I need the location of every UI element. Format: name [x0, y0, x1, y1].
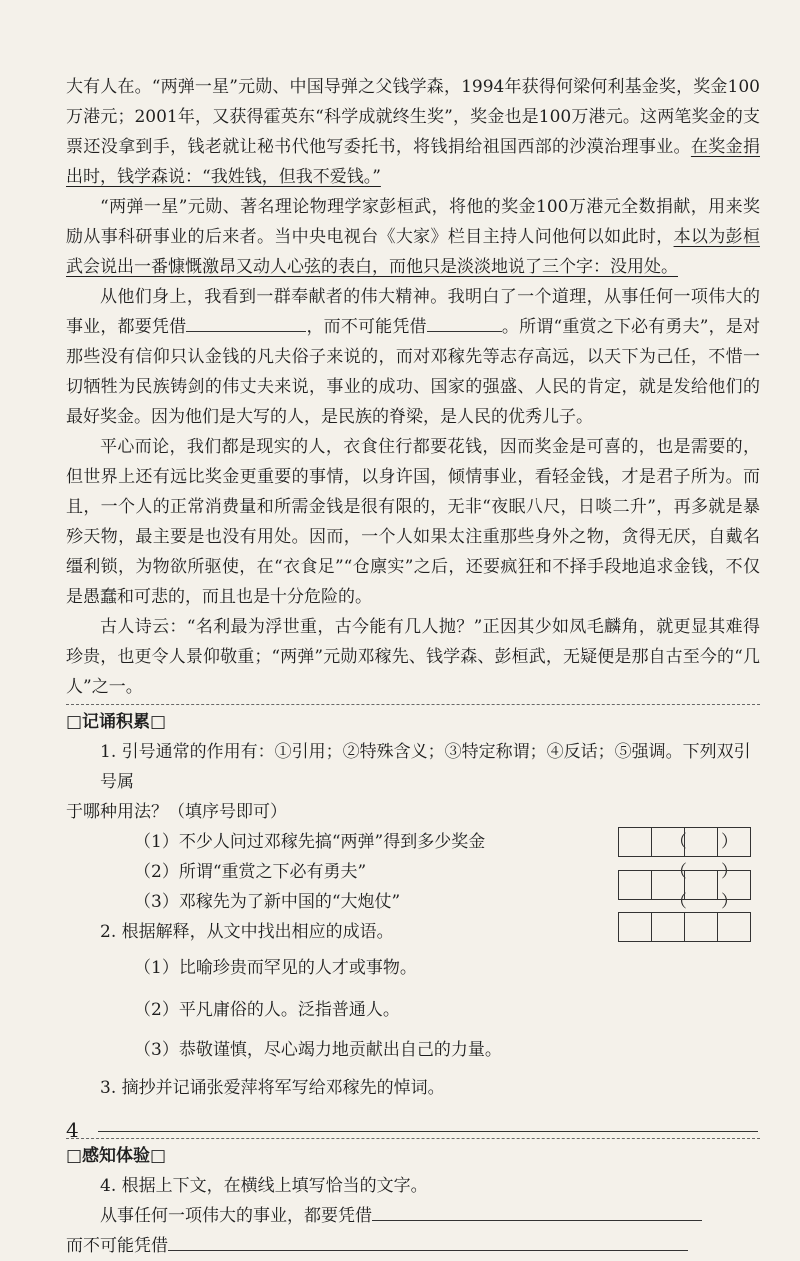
underlined-sentence: 在奖金捐出时，钱学森说：“我姓钱，但我不爱钱。”: [66, 137, 760, 187]
passage-text: “两弹一星”元勋、著名理论物理学家彭桓武，将他的奖金100万港元全数捐献，用来奖励从事科研事业的后来者。当中央电视台《大家》栏目主持人问他何以如此时，: [66, 197, 760, 247]
grid-cell[interactable]: [718, 828, 751, 857]
passage-paragraph-4: 平心而论，我们都是现实的人，衣食住行都要花钱，因而奖金是可喜的，也是需要的，但世界上还有远比奖金更重要的事情，以身许国，倾情事业，看轻金钱，才是君子所为。而且，一个人的正常消费量和所需金钱是很有限的，无非“夜眠八尺，日啖二升”，再多就是暴殄天物，最主要是也没有用处。因而，一个人如果太注重那些身外之物，贪得无厌，自戴名缰利锁，为物欲所驱使，在“衣食足”“仓廪实”之后，还要疯狂和不择手段地追求金钱，不仅是愚蠢和可悲的，而且也是十分危险的。: [66, 437, 760, 607]
page-content: [66, 72, 760, 1261]
answer-paren[interactable]: （ ）: [670, 862, 738, 882]
section-title-perceive: □感知体验□: [66, 1138, 760, 1171]
question-1-line-1: 1. 引号通常的作用有：①引用；②特殊含义；③特定称谓；④反话；⑤强调。下列双引号属: [100, 742, 751, 792]
grid-cell[interactable]: [619, 913, 652, 942]
idiom-grid-3[interactable]: [618, 912, 751, 942]
question-1-line-2: 于哪种用法？（填序号即可）: [66, 802, 287, 822]
passage-text: 大有人在。“两弹一星”元勋、中国导弹之父钱学森，1994年获得何梁何利基金奖，奖金100万港元；2001年，又获得霍英东“科学成就终生奖”，奖金也是100万港元。这两笔奖金的支票还没拿到手，钱老就让秘书代他写委托书，将钱捐给祖国西部的沙漠治理事业。: [66, 77, 760, 157]
question-4: 4. 根据上下文，在横线上填写恰当的文字。: [100, 1176, 428, 1196]
question-3: 3. 摘抄并记诵张爱萍将军写给邓稼先的悼词。: [100, 1078, 445, 1098]
passage-paragraph-3: [66, 282, 760, 432]
idiom-grid-2[interactable]: [618, 870, 751, 900]
question-1-item-2: （2）所谓“重赏之下必有勇夫” （ ）: [66, 857, 760, 887]
grid-cell[interactable]: [619, 828, 652, 857]
grid-cell[interactable]: [652, 913, 685, 942]
question-4-blank-line-2: 而不可能凭借: [66, 1231, 760, 1261]
fill-blank-2[interactable]: [427, 313, 502, 332]
grid-cell[interactable]: [685, 871, 718, 900]
section-title-memorize: □记诵积累□: [66, 704, 760, 737]
question-2-item-3: （3）恭敬谨慎，尽心竭力地贡献出自己的力量。: [134, 1040, 502, 1060]
question-2-item-2: （2）平凡庸俗的人。泛指普通人。: [134, 1000, 400, 1020]
page-number: 4: [66, 1118, 79, 1142]
passage-paragraph-5: 古人诗云：“名利最为浮世重，古今能有几人抛？”正因其少如凤毛麟角，就更显其难得珍贵，也更令人景仰敬重；“两弹”元勋邓稼先、钱学森、彭桓武，无疑便是那自古至今的“几人”之一。: [66, 617, 760, 697]
grid-cell[interactable]: [619, 871, 652, 900]
grid-cell[interactable]: [718, 871, 751, 900]
answer-blank-2[interactable]: [168, 1232, 688, 1251]
underlined-sentence: 本以为彭桓武会说出一番慷慨激昂又动人心弦的表白，而他只是淡淡地说了三个字：没用处。: [66, 227, 760, 277]
passage-text: ，而不可能凭借: [306, 317, 427, 337]
answer-paren[interactable]: （ ）: [670, 892, 738, 912]
grid-cell[interactable]: [685, 828, 718, 857]
passage-paragraph-1: [66, 72, 760, 192]
question-2: 2. 根据解释，从文中找出相应的成语。: [100, 922, 394, 942]
question-1-item-3: （3）邓稼先为了新中国的“大炮仗” （ ）: [66, 887, 760, 917]
grid-cell[interactable]: [685, 913, 718, 942]
answer-paren[interactable]: （ ）: [670, 832, 738, 852]
grid-cell[interactable]: [718, 913, 751, 942]
grid-cell[interactable]: [652, 871, 685, 900]
question-1-item-1: （1）不少人问过邓稼先搞“两弹”得到多少奖金 （ ）: [66, 827, 760, 857]
passage-paragraph-2: [66, 192, 760, 282]
question-2-item-1: （1）比喻珍贵而罕见的人才或事物。: [134, 958, 417, 978]
passage-text: 。所谓“重赏之下必有勇夫”，是对那些没有信仰只认金钱的凡夫俗子来说的，而对邓稼先等志存高远，以天下为己任，不惜一切牺牲为民族铸剑的伟丈夫来说，事业的成功、国家的强盛、人民的肯定，就是发给他们的最好奖金。因为他们是大写的人，是民族的脊梁，是人民的优秀儿子。: [66, 317, 761, 427]
answer-blank-1[interactable]: [372, 1202, 702, 1221]
grid-cell[interactable]: [652, 828, 685, 857]
fill-blank-1[interactable]: [186, 313, 306, 332]
idiom-grid-1[interactable]: [618, 827, 751, 857]
passage-text: 从他们身上，我看到一群奉献者的伟大精神。我明白了一个道理，从事任何一项伟大的事业，都要凭借: [66, 287, 760, 337]
answer-line[interactable]: [98, 1103, 758, 1132]
question-4-blank-line-1: 从事任何一项伟大的事业，都要凭借: [66, 1201, 760, 1231]
